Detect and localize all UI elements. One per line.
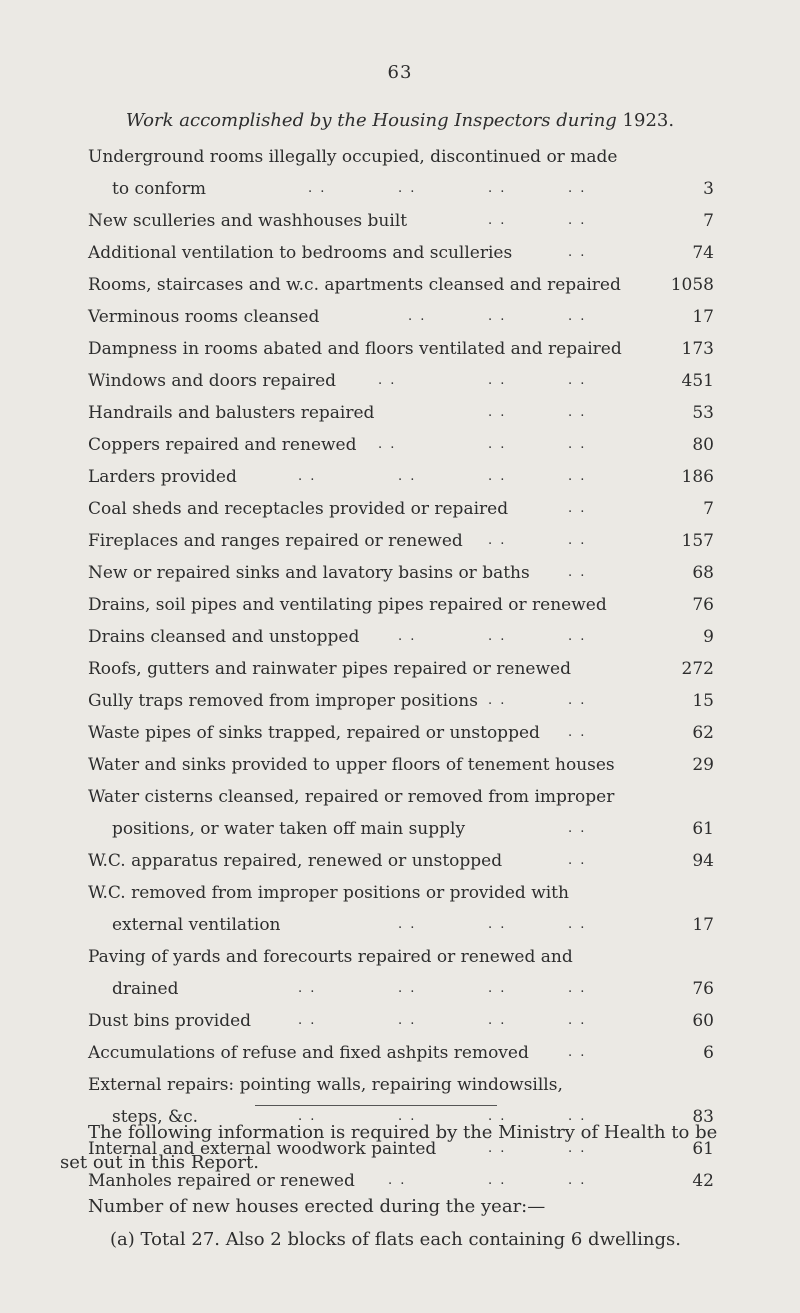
dot-leader: . . bbox=[488, 629, 507, 644]
item-value: 60 bbox=[692, 1011, 714, 1031]
dot-leader: . . bbox=[568, 501, 587, 516]
item-label: Rooms, staircases and w.c. apartments cleansed and repaired bbox=[88, 275, 621, 295]
heading-year: 1923. bbox=[622, 110, 675, 131]
new-houses-heading: Number of new houses erected during the year:— bbox=[88, 1196, 546, 1217]
dot-leader: . . bbox=[568, 629, 587, 644]
item-label: Internal and external woodwork painted bbox=[88, 1139, 437, 1159]
item-value: 74 bbox=[692, 243, 714, 263]
dot-leader: . . bbox=[488, 533, 507, 548]
item-label: Drains cleansed and unstopped bbox=[88, 627, 360, 647]
item-value: 80 bbox=[692, 435, 714, 455]
table-row bbox=[88, 525, 714, 557]
new-houses-total: (a) Total 27. Also 2 blocks of flats each containing 6 dwellings. bbox=[110, 1229, 681, 1250]
item-value: 76 bbox=[692, 595, 714, 615]
item-label: Dust bins provided bbox=[88, 1011, 252, 1031]
table-row bbox=[88, 909, 714, 941]
item-value: 451 bbox=[681, 371, 714, 391]
item-label: External repairs: pointing walls, repairing windowsills, bbox=[88, 1075, 563, 1095]
item-value: 17 bbox=[692, 915, 714, 935]
dot-leader: . . bbox=[488, 405, 507, 420]
table-row bbox=[88, 941, 714, 973]
dot-leader: . . bbox=[298, 469, 317, 484]
item-label: external ventilation bbox=[112, 915, 281, 935]
item-value: 62 bbox=[692, 723, 714, 743]
dot-leader: . . bbox=[488, 309, 507, 324]
item-value: 17 bbox=[692, 307, 714, 327]
table-row bbox=[88, 461, 714, 493]
table-row bbox=[88, 397, 714, 429]
table-row bbox=[88, 205, 714, 237]
dot-leader: . . bbox=[488, 917, 507, 932]
dot-leader: . . bbox=[398, 917, 417, 932]
dot-leader: . . bbox=[568, 821, 587, 836]
dot-leader: . . bbox=[568, 373, 587, 388]
table-row bbox=[88, 685, 714, 717]
table-row bbox=[88, 653, 714, 685]
dot-leader: . . bbox=[488, 181, 507, 196]
dot-leader: . . bbox=[568, 1109, 587, 1124]
item-value: 29 bbox=[692, 755, 714, 775]
item-label: Larders provided bbox=[88, 467, 237, 487]
item-label: W.C. removed from improper positions or provided with bbox=[88, 883, 569, 903]
dot-leader: . . bbox=[488, 469, 507, 484]
item-label: New or repaired sinks and lavatory basins or baths bbox=[88, 563, 530, 583]
table-row bbox=[88, 1005, 714, 1037]
dot-leader: . . bbox=[488, 1109, 507, 1124]
item-value: 7 bbox=[703, 499, 714, 519]
item-value: 83 bbox=[692, 1107, 714, 1127]
table-row bbox=[88, 1069, 714, 1101]
dot-leader: . . bbox=[388, 1173, 407, 1188]
item-value: 3 bbox=[703, 179, 714, 199]
item-label: Fireplaces and ranges repaired or renewed bbox=[88, 531, 463, 551]
dot-leader: . . bbox=[568, 1141, 587, 1156]
table-row bbox=[88, 1037, 714, 1069]
item-label: drained bbox=[112, 979, 179, 999]
item-value: 186 bbox=[681, 467, 714, 487]
dot-leader: . . bbox=[568, 565, 587, 580]
table-row bbox=[88, 717, 714, 749]
dot-leader: . . bbox=[488, 1141, 507, 1156]
dot-leader: . . bbox=[568, 1173, 587, 1188]
dot-leader: . . bbox=[568, 853, 587, 868]
section-divider bbox=[255, 1105, 497, 1106]
item-value: 173 bbox=[681, 339, 714, 359]
dot-leader: . . bbox=[298, 981, 317, 996]
item-label: Coppers repaired and renewed bbox=[88, 435, 357, 455]
item-label: W.C. apparatus repaired, renewed or unstopped bbox=[88, 851, 503, 871]
item-value: 272 bbox=[681, 659, 714, 679]
dot-leader: . . bbox=[298, 1013, 317, 1028]
dot-leader: . . bbox=[378, 437, 397, 452]
table-row bbox=[88, 301, 714, 333]
item-value: 53 bbox=[692, 403, 714, 423]
item-label: Roofs, gutters and rainwater pipes repaired or renewed bbox=[88, 659, 571, 679]
item-label: Gully traps removed from improper positions bbox=[88, 691, 478, 711]
item-value: 15 bbox=[692, 691, 714, 711]
dot-leader: . . bbox=[568, 693, 587, 708]
table-row bbox=[88, 429, 714, 461]
page-heading bbox=[0, 110, 800, 131]
dot-leader: . . bbox=[488, 437, 507, 452]
dot-leader: . . bbox=[398, 629, 417, 644]
item-value: 61 bbox=[692, 819, 714, 839]
item-label: Verminous rooms cleansed bbox=[88, 307, 320, 327]
item-label: Waste pipes of sinks trapped, repaired or unstopped bbox=[88, 723, 540, 743]
dot-leader: . . bbox=[488, 1013, 507, 1028]
item-label: Handrails and balusters repaired bbox=[88, 403, 375, 423]
dot-leader: . . bbox=[568, 245, 587, 260]
item-value: 94 bbox=[692, 851, 714, 871]
table-row bbox=[88, 365, 714, 397]
item-label: New sculleries and washhouses built bbox=[88, 211, 408, 231]
item-value: 42 bbox=[692, 1171, 714, 1191]
dot-leader: . . bbox=[298, 1109, 317, 1124]
table-row bbox=[88, 749, 714, 781]
dot-leader: . . bbox=[568, 405, 587, 420]
item-value: 6 bbox=[703, 1043, 714, 1063]
dot-leader: . . bbox=[408, 309, 427, 324]
table-row bbox=[88, 877, 714, 909]
item-label: Additional ventilation to bedrooms and sculleries bbox=[88, 243, 513, 263]
heading-text: Work accomplished by the Housing Inspectors during bbox=[125, 110, 617, 131]
table-row bbox=[88, 621, 714, 653]
table-row bbox=[88, 141, 714, 173]
dot-leader: . . bbox=[568, 725, 587, 740]
table-row bbox=[88, 589, 714, 621]
table-row bbox=[88, 333, 714, 365]
dot-leader: . . bbox=[398, 981, 417, 996]
item-label: Paving of yards and forecourts repaired or renewed and bbox=[88, 947, 573, 967]
dot-leader: . . bbox=[308, 181, 327, 196]
dot-leader: . . bbox=[398, 181, 417, 196]
table-row bbox=[88, 269, 714, 301]
item-label: Drains, soil pipes and ventilating pipes repaired or renewed bbox=[88, 595, 607, 615]
item-value: 157 bbox=[681, 531, 714, 551]
table-row bbox=[88, 845, 714, 877]
table-row bbox=[88, 813, 714, 845]
item-label: positions, or water taken off main supply bbox=[112, 819, 466, 839]
dot-leader: . . bbox=[568, 533, 587, 548]
table-row bbox=[88, 973, 714, 1005]
item-value: 7 bbox=[703, 211, 714, 231]
dot-leader: . . bbox=[568, 917, 587, 932]
dot-leader: . . bbox=[568, 437, 587, 452]
item-label: Water and sinks provided to upper floors of tenement houses bbox=[88, 755, 615, 775]
item-label: Water cisterns cleansed, repaired or removed from improper bbox=[88, 787, 615, 807]
table-row bbox=[88, 493, 714, 525]
dot-leader: . . bbox=[398, 1013, 417, 1028]
dot-leader: . . bbox=[568, 1045, 587, 1060]
item-label: steps, &c. bbox=[112, 1107, 199, 1127]
dot-leader: . . bbox=[488, 213, 507, 228]
ministry-info-paragraph: The following information is required by the Ministry of Health to be set out in this Report. bbox=[60, 1122, 718, 1173]
table-row bbox=[88, 557, 714, 589]
dot-leader: . . bbox=[488, 981, 507, 996]
dot-leader: . . bbox=[398, 1109, 417, 1124]
dot-leader: . . bbox=[568, 1013, 587, 1028]
dot-leader: . . bbox=[568, 213, 587, 228]
page-number: 63 bbox=[387, 62, 413, 83]
item-label: to conform bbox=[112, 179, 206, 199]
dot-leader: . . bbox=[568, 309, 587, 324]
item-value: 1058 bbox=[670, 275, 714, 295]
item-label: Manholes repaired or renewed bbox=[88, 1171, 355, 1191]
item-value: 61 bbox=[692, 1139, 714, 1159]
work-items-list bbox=[88, 141, 714, 1197]
dot-leader: . . bbox=[488, 693, 507, 708]
dot-leader: . . bbox=[568, 981, 587, 996]
item-label: Dampness in rooms abated and floors ventilated and repaired bbox=[88, 339, 622, 359]
dot-leader: . . bbox=[568, 469, 587, 484]
dot-leader: . . bbox=[378, 373, 397, 388]
item-value: 76 bbox=[692, 979, 714, 999]
dot-leader: . . bbox=[488, 373, 507, 388]
item-value: 9 bbox=[703, 627, 714, 647]
item-label: Accumulations of refuse and fixed ashpits removed bbox=[88, 1043, 529, 1063]
table-row bbox=[88, 173, 714, 205]
item-label: Coal sheds and receptacles provided or repaired bbox=[88, 499, 509, 519]
dot-leader: . . bbox=[568, 181, 587, 196]
dot-leader: . . bbox=[488, 1173, 507, 1188]
table-row bbox=[88, 781, 714, 813]
dot-leader: . . bbox=[398, 469, 417, 484]
item-label: Underground rooms illegally occupied, discontinued or made bbox=[88, 147, 618, 167]
item-label: Windows and doors repaired bbox=[88, 371, 337, 391]
table-row bbox=[88, 237, 714, 269]
item-value: 68 bbox=[692, 563, 714, 583]
